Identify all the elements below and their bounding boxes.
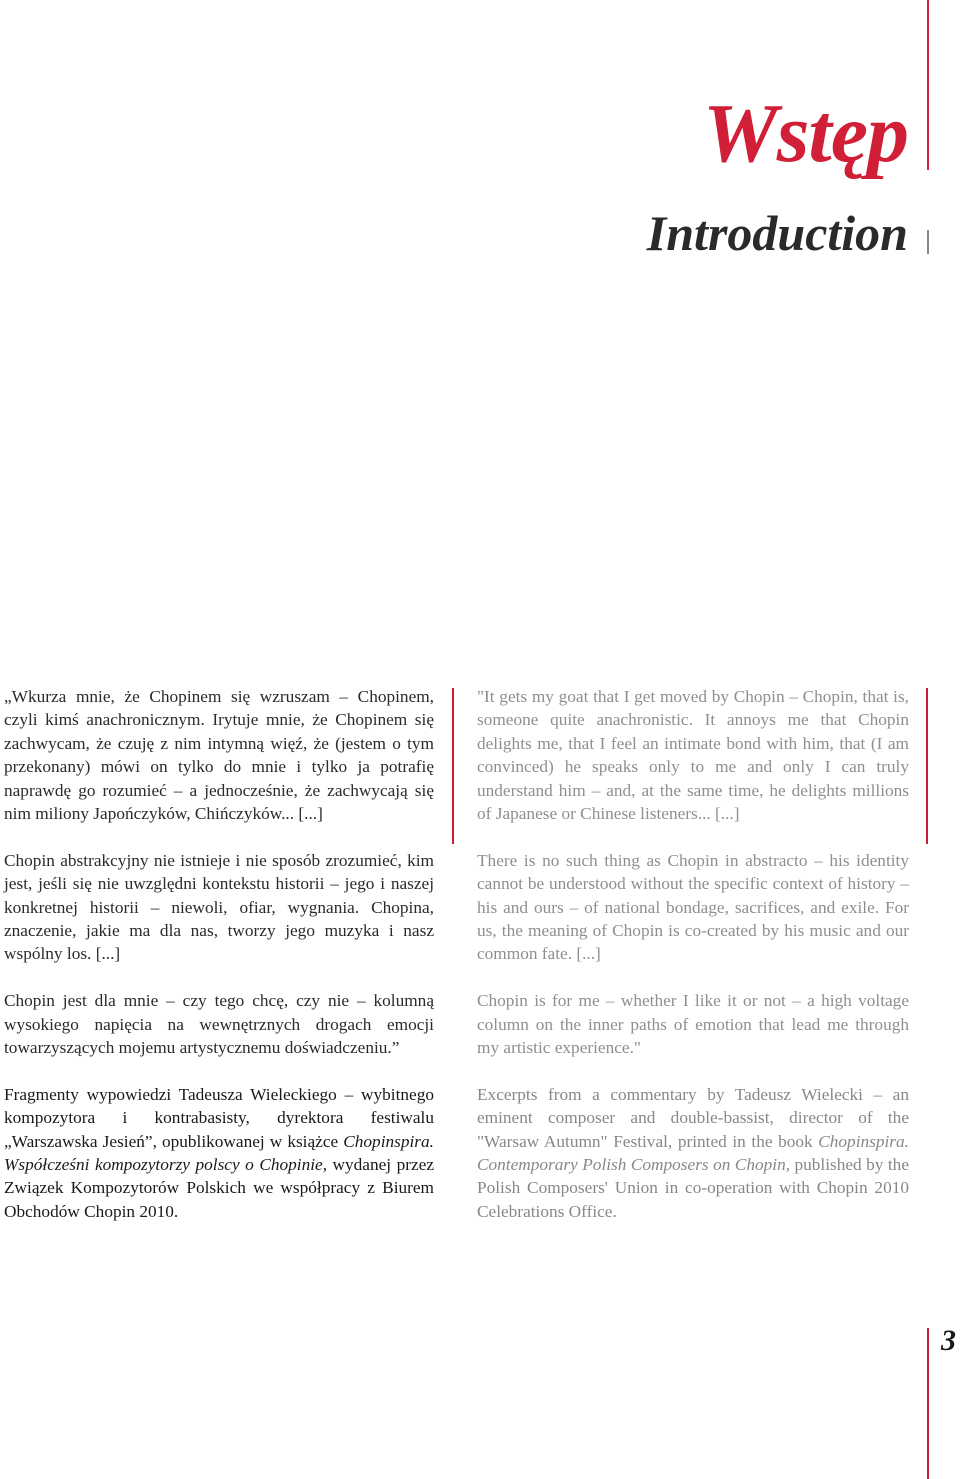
polish-note-text-2: , wydanej przez Związek Kompozytorów Polskich we współpracy z Biurem Obchodów Chopin 2010. [4, 1155, 434, 1221]
accent-rule-bottom [927, 1328, 929, 1479]
accent-rule-top [927, 0, 929, 170]
polish-source-note [4, 1083, 434, 1223]
english-source-note [477, 1083, 909, 1223]
polish-book-title: Chopinspira. Współcześni kompozytorzy polscy o Chopinie [4, 1131, 434, 1175]
english-text-column [477, 685, 909, 1247]
english-paragraph-1: "It gets my goat that I get moved by Chopin – Chopin, that is, someone quite anachronistic. It annoys me that Chopin delights me, that I feel an intimate bond with him, that (I am convinced) he speaks only to me and only I can truly understand him – and, at the same time, he delights millions of Japanese or Chinese listeners... [...] [477, 687, 909, 824]
polish-paragraph-2: Chopin abstrakcyjny nie istnieje i nie sposób zrozumieć, kim jest, jeśli się nie uwzględni kontekstu historii – jego i naszej konkretnej historii – niewoli, ofiar, wygnania. Chopina, znaczenie, jakie ma dla nas, tworzy jego muzyka i nasz wspólny los. [...] [4, 850, 434, 964]
english-note-text-1: Excerpts from a commentary by Tadeusz Wielecki – an eminent composer and double-bassist, director of the "Warsaw Autumn" Festival, printed in the book [477, 1084, 909, 1151]
polish-note-text-1: Fragmenty wypowiedzi Tadeusza Wieleckiego – wybitnego kompozytora i kontrabasisty, dyrektora festiwalu „Warszawska Jesień”, opublikowanej w książce [4, 1084, 434, 1151]
right-margin-rule [926, 688, 928, 844]
polish-paragraph-1: „Wkurza mnie, że Chopinem się wzruszam – Chopinem, czyli kimś anachronicznym. Irytuje mnie, że Chopinem się zachwycam, że czuję z nim intymną więź, że (jestem o tym przekonany) mówi on tylko do mnie i tylko ja potrafię naprawdę go rozumieć – a jednocześnie, że zachwycają się nim miliony Japończyków, Chińczyków... [...] [4, 687, 434, 824]
polish-text-column [4, 685, 434, 1247]
page-number: 3 [941, 1324, 956, 1357]
page-title-english: Introduction [646, 205, 908, 261]
english-paragraph-3: Chopin is for me – whether I like it or not – a high voltage column on the inner paths of emotion that lead me through my artistic experience." [477, 991, 909, 1058]
english-note-text-2: , published by the Polish Composers' Union in co-operation with Chopin 2010 Celebrations Office. [477, 1155, 909, 1221]
column-divider-rule [452, 688, 454, 844]
accent-rule-mid [927, 230, 929, 254]
english-book-title: Chopinspira. Contemporary Polish Composers on Chopin [477, 1131, 909, 1175]
polish-paragraph-3: Chopin jest dla mnie – czy tego chcę, czy nie – kolumną wysokiego napięcia na wewnętrznych drogach emocji towarzyszących mojemu artystycznemu doświadczeniu.” [4, 991, 434, 1058]
english-paragraph-2: There is no such thing as Chopin in abstracto – his identity cannot be understood without the specific context of history – his and ours – of national bondage, sacrifices, and exile. For us, the meaning of Chopin is co-created by his music and our common fate. [...] [477, 850, 909, 964]
page-title-polish: Wstęp [703, 87, 908, 180]
